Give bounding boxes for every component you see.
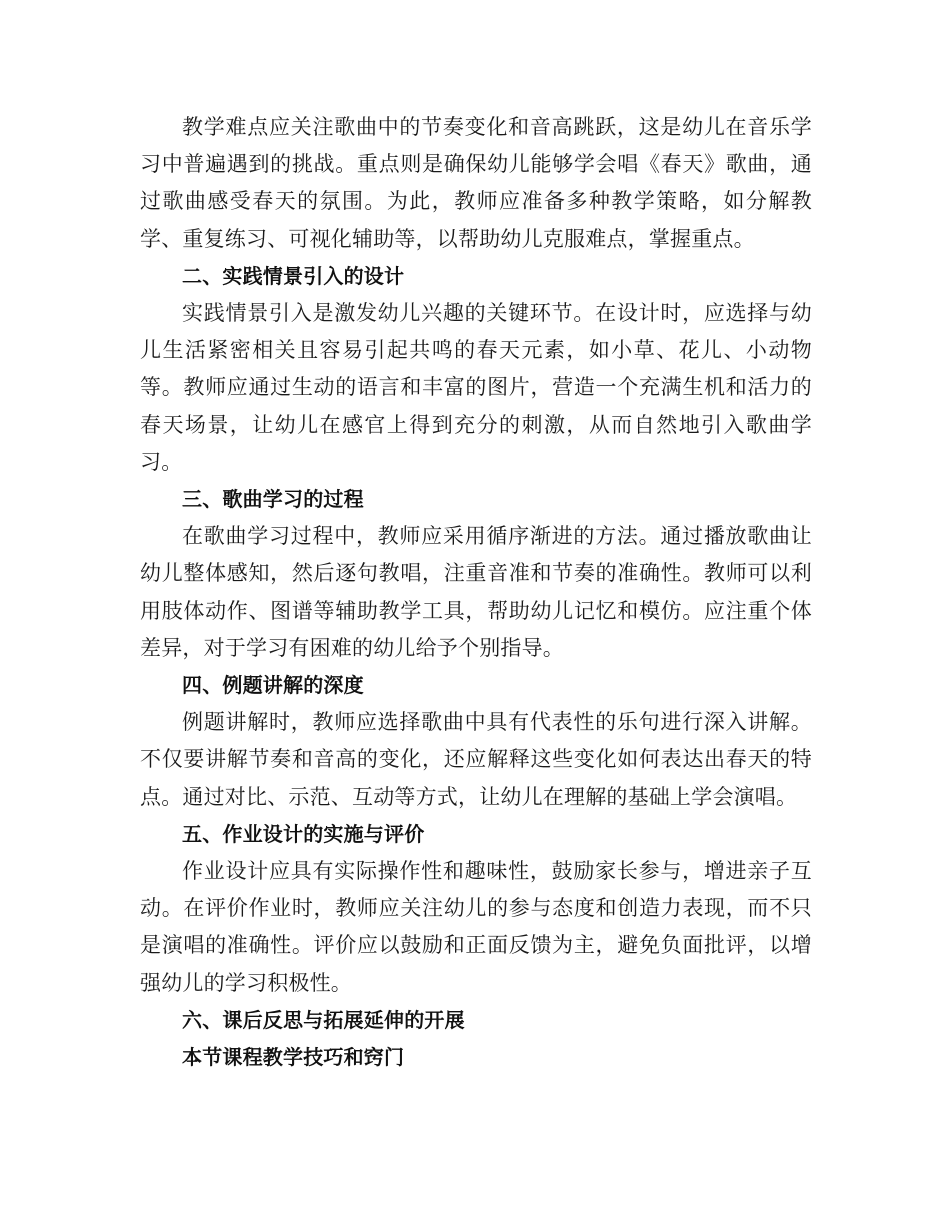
heading-section-5: 五、作业设计的实施与评价 [182,821,425,846]
paragraph-teaching-difficulty: 教学难点应关注歌曲中的节奏变化和音高跳跃，这是幼儿在音乐学习中普遍遇到的挑战。重点则是确保幼儿能够学会唱《春天》歌曲，通过歌曲感受春天的氛围。为此，教师应准备多种教学策略，如分解教学、重复练习、可视化辅助等，以帮助幼儿克服难点，掌握重点。 [140,115,812,251]
heading-section-6: 六、课后反思与拓展延伸的开展 [182,1007,465,1032]
paragraph-song-learning: 在歌曲学习过程中，教师应采用循序渐进的方法。通过播放歌曲让幼儿整体感知，然后逐句教唱，注重音准和节奏的准确性。教师可以利用肢体动作、图谱等辅助教学工具，帮助幼儿记忆和模仿。应注重个体差异，对于学习有困难的幼儿给予个别指导。 [140,524,812,660]
heading-section-2: 二、实践情景引入的设计 [182,263,405,288]
heading-teaching-tips: 本节课程教学技巧和窍门 [182,1045,405,1070]
paragraph-scenario-intro: 实践情景引入是激发幼儿兴趣的关键环节。在设计时，应选择与幼儿生活紧密相关且容易引起共鸣的春天元素，如小草、花儿、小动物等。教师应通过生动的语言和丰富的图片，营造一个充满生机和活力的春天场景，让幼儿在感官上得到充分的刺激，从而自然地引入歌曲学习。 [140,301,812,474]
heading-section-3: 三、歌曲学习的过程 [182,487,364,512]
document-body [140,109,812,1076]
paragraph-homework-evaluation: 作业设计应具有实际操作性和趣味性，鼓励家长参与，增进亲子互动。在评价作业时，教师应关注幼儿的参与态度和创造力表现，而不只是演唱的准确性。评价应以鼓励和正面反馈为主，避免负面批评，以增强幼儿的学习积极性。 [140,859,812,995]
heading-section-4: 四、例题讲解的深度 [182,673,364,698]
paragraph-example-explanation: 例题讲解时，教师应选择歌曲中具有代表性的乐句进行深入讲解。不仅要讲解节奏和音高的变化，还应解释这些变化如何表达出春天的特点。通过对比、示范、互动等方式，让幼儿在理解的基础上学会演唱。 [140,710,812,809]
